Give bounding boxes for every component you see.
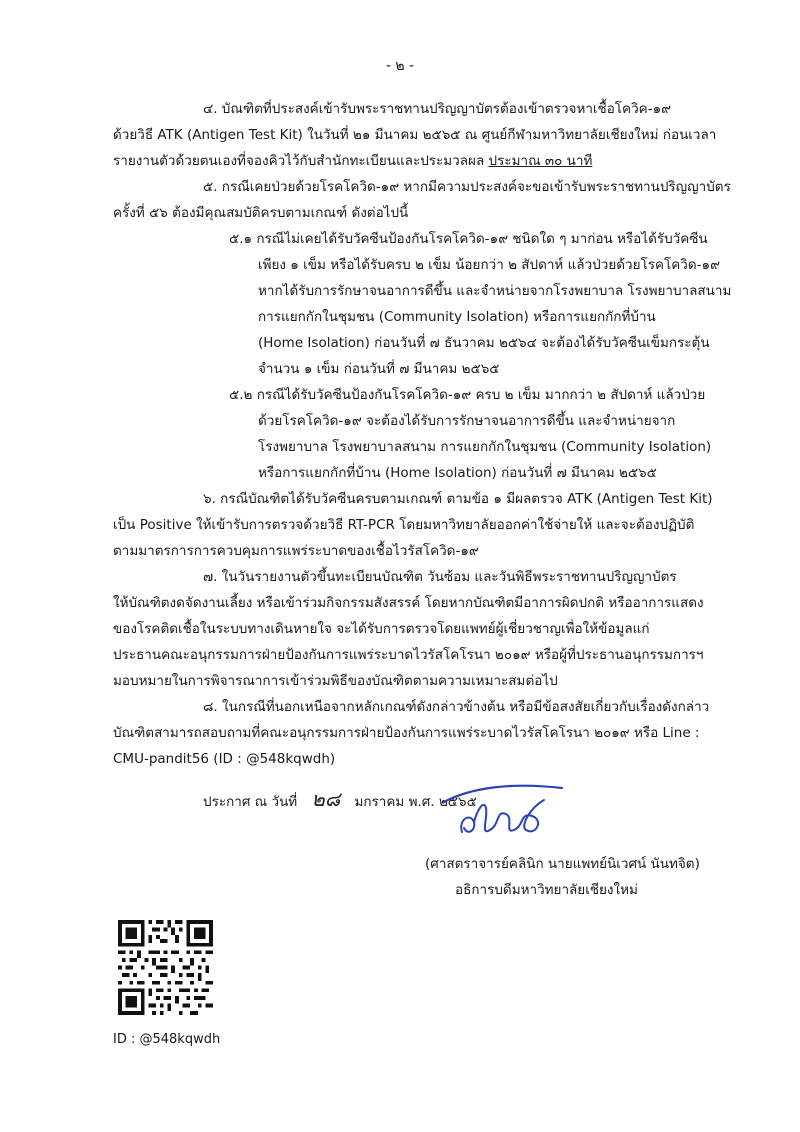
item-8-line-3: CMU-pandit56 (ID : @548kqwdh) (113, 751, 336, 767)
announcement-prefix: ประกาศ ณ วันที่ (203, 794, 298, 810)
announcement-suffix: มกราคม พ.ศ. ๒๕๖๕ (354, 794, 477, 810)
item-4-line-2: ด้วยวิธี ATK (Antigen Test Kit) ในวันที่ ๒๑ มีนาคม ๒๕๖๕ ณ ศูนย์กีฬามหาวิทยาลัยเชียงใหม่ ก่อนเวลา (113, 127, 717, 143)
item-5-1-line-4: การแยกกักในชุมชน (Community Isolation) หรือการแยกกักที่บ้าน (258, 309, 656, 325)
item-5-line-2: ครั้งที่ ๕๖ ต้องมีคุณสมบัติครบตามเกณฑ์ ดังต่อไปนี้ (113, 205, 409, 221)
item-7-line-4: ประธานคณะอนุกรรมการฝ่ายป้องกันการแพร่ระบาดไวรัสโคโรนา ๒๐๑๙ หรือผู้ที่ประธานอนุกรรมการฯ (113, 647, 704, 663)
item-8-line-1: ๘. ในกรณีที่นอกเหนือจากหลักเกณฑ์ดังกล่าวข้างต้น หรือมีข้อสงสัยเกี่ยวกับเรื่องดังกล่าว (203, 699, 710, 715)
announcement-day: ๒๘ (311, 787, 341, 811)
item-5-1-line-2: เพียง ๑ เข็ม หรือได้รับครบ ๒ เข็ม น้อยกว่า ๒ สัปดาห์ แล้วป่วยด้วยโรคโควิด-๑๙ (258, 257, 720, 273)
item-5-2-line-1: ๕.๒ กรณีได้รับวัคซีนป้องกันโรคโควิด-๑๙ ครบ ๒ เข็ม มากกว่า ๒ สัปดาห์ แล้วป่วย (229, 387, 706, 403)
page-number: - ๒ - (385, 58, 415, 74)
item-7-line-2: ให้บัณฑิตงดจัดงานเลี้ยง หรือเข้าร่วมกิจกรรมสังสรรค์ โดยหากบัณฑิตมีอาการผิดปกติ หรืออาการแสดง (113, 595, 704, 611)
item-5-1-line-5: (Home Isolation) ก่อนวันที่ ๗ ธันวาคม ๒๕๖๔ จะต้องได้รับวัคซีนเข็มกระตุ้น (258, 335, 710, 351)
item-5-2-line-2: ด้วยโรคโควิด-๑๙ จะต้องได้รับการรักษาจนอาการดีขึ้น และจำหน่ายจาก (258, 413, 676, 429)
item-4-line-3-text: รายงานตัวด้วยตนเองที่จองคิวไว้กับสำนักทะเบียนและประมวลผล (113, 153, 485, 169)
qr-code (118, 920, 213, 1015)
signature-image (440, 778, 570, 848)
item-6-line-1: ๖. กรณีบัณฑิตได้รับวัคซีนครบตามเกณฑ์ ตามข้อ ๑ มีผลตรวจ ATK (Antigen Test Kit) (203, 491, 713, 507)
qr-id-label: ID : @548kqwdh (113, 1032, 221, 1047)
item-5-2-line-3: โรงพยาบาล โรงพยาบาลสนาม การแยกกักในชุมชน (Community Isolation) (258, 439, 712, 455)
item-5-1-line-6: จำนวน ๑ เข็ม ก่อนวันที่ ๗ มีนาคม ๒๕๖๕ (258, 361, 500, 377)
item-4-line-3 (113, 152, 592, 170)
item-7-line-1: ๗. ในวันรายงานตัวขึ้นทะเบียนบัณฑิต วันซ้อม และวันพิธีพระราชทานปริญญาบัตร (203, 569, 677, 585)
signer-name: (ศาสตราจารย์คลินิก นายแพทย์นิเวศน์ นันทจิต) (425, 856, 700, 872)
item-5-2-line-4: หรือการแยกกักที่บ้าน (Home Isolation) ก่อนวันที่ ๗ มีนาคม ๒๕๖๕ (258, 465, 657, 481)
item-8-line-2: บัณฑิตสามารถสอบถามที่คณะอนุกรรมการฝ่ายป้องกันการแพร่ระบาดไวรัสโคโรนา ๒๐๑๙ หรือ Line : (113, 725, 700, 741)
item-7-line-5: มอบหมายในการพิจารณาการเข้าร่วมพิธีของบัณฑิตตามความเหมาะสมต่อไป (113, 673, 558, 689)
item-7-line-3: ของโรคติดเชื้อในระบบทางเดินหายใจ จะได้รับการตรวจโดยแพทย์ผู้เชี่ยวชาญเพื่อให้ข้อมูลแก่ (113, 621, 650, 637)
item-4-emphasis: ประมาณ ๓๐ นาที (488, 153, 593, 169)
item-6-line-2: เป็น Positive ให้เข้ารับการตรวจด้วยวิธี RT-PCR โดยมหาวิทยาลัยออกค่าใช้จ่ายให้ และจะต้องปฏิบัติ (113, 517, 695, 533)
item-5-line-1: ๕. กรณีเคยป่วยด้วยโรคโควิด-๑๙ หากมีความประสงค์จะขอเข้ารับพระราชทานปริญญาบัตร (203, 179, 731, 195)
item-6-line-3: ตามมาตรการการควบคุมการแพร่ระบาดของเชื้อไวรัสโควิด-๑๙ (113, 543, 479, 559)
item-5-1-line-1: ๕.๑ กรณีไม่เคยได้รับวัคซีนป้องกันโรคโควิด-๑๙ ชนิดใด ๆ มาก่อน หรือได้รับวัคซีน (229, 231, 708, 247)
announcement-date (203, 787, 477, 811)
item-4-line-1: ๔. บัณฑิตที่ประสงค์เข้ารับพระราชทานปริญญาบัตรต้องเข้าตรวจหาเชื้อโควิค-๑๙ (203, 101, 672, 117)
item-5-1-line-3: หากได้รับการรักษาจนอาการดีขึ้น และจำหน่ายจากโรงพยาบาล โรงพยาบาลสนาม (258, 283, 732, 299)
signer-title: อธิการบดีมหาวิทยาลัยเชียงใหม่ (455, 882, 638, 898)
